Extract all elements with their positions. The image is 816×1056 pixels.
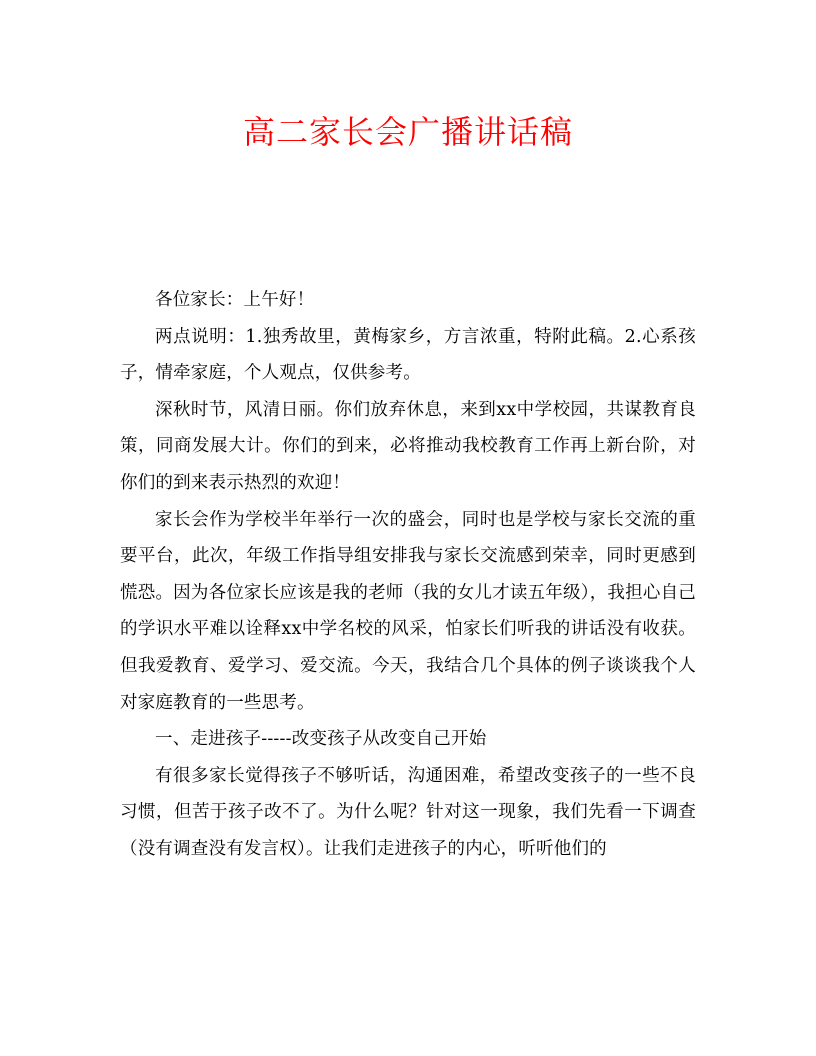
paragraph-welcome: 深秋时节，风清日丽。你们放弃休息，来到xx中学校园，共谋教育良策，同商发展大计。你们的到来，必将推动我校教育工作再上新台阶，对你们的到来表示热烈的欢迎！ [120,399,696,493]
paragraph-greeting: 各位家长：上午好！ [155,290,315,310]
document-title: 高二家长会广播讲话稿 [242,113,573,151]
paragraph-notes: 两点说明：1.独秀故里，黄梅家乡，方言浓重，特附此稿。2.心系孩子，情牵家庭，个人观点，仅供参考。 [120,326,696,384]
paragraph-introduction: 家长会作为学校半年举行一次的盛会，同时也是学校与家长交流的重要平台，此次，年级工作指导组安排我与家长交流感到荣幸，同时更感到慌恐。因为各位家长应该是我的老师（我的女儿才读五年级），我担心自己的学识水平难以诠释xx中学名校的风采，怕家长们听我的讲话没有收获。但我爱教育、爱学习、爱交流。今天，我结合几个具体的例子谈谈我个人对家庭教育的一些思考。 [120,509,696,713]
section-heading-1: 一、走进孩子-----改变孩子从改变自己开始 [155,729,487,750]
document-body [120,282,696,868]
paragraph-section-1: 有很多家长觉得孩子不够听话，沟通困难，希望改变孩子的一些不良习惯，但苦于孩子改不了。为什么呢？针对这一现象，我们先看一下调查（没有调查没有发言权）。让我们走进孩子的内心，听听他们的 [120,765,696,859]
